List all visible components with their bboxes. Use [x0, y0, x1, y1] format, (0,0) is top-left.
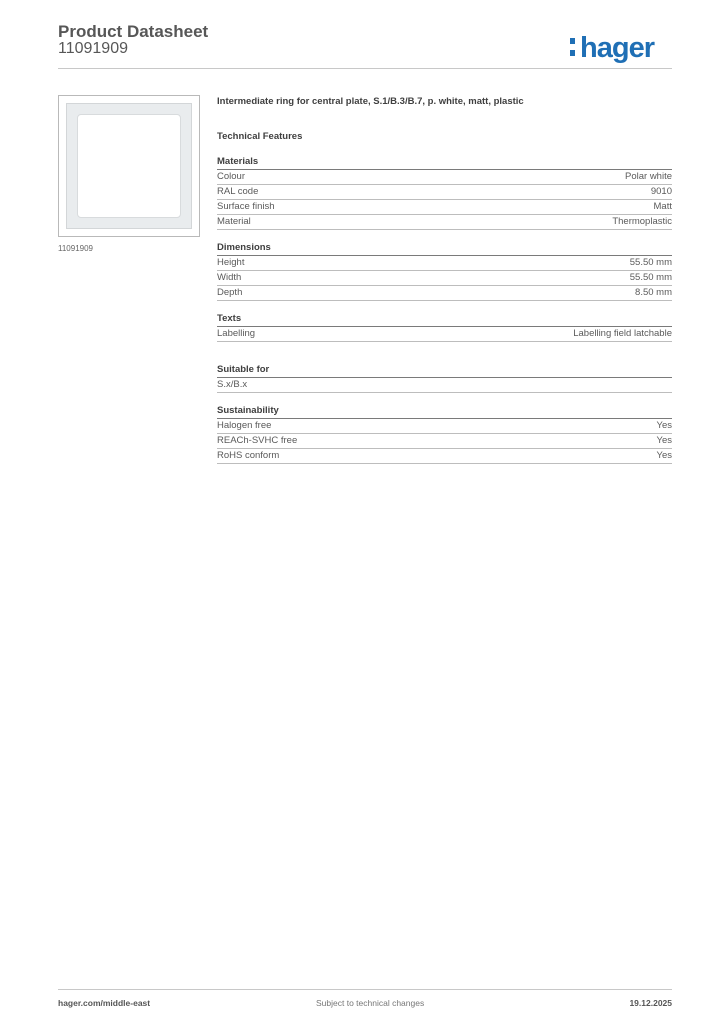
spec-label: Material	[217, 216, 251, 227]
spec-label: Height	[217, 257, 245, 268]
spec-label: Width	[217, 272, 242, 283]
spec-row	[217, 327, 672, 342]
header-divider	[58, 68, 672, 69]
spec-row	[217, 419, 672, 434]
page-title: Product Datasheet	[58, 22, 209, 41]
logo-text: hager	[580, 32, 654, 64]
footer-website-link[interactable]: hager.com/middle-east	[58, 998, 151, 1008]
footer-divider	[58, 989, 672, 990]
section-sustainability	[217, 404, 672, 464]
spec-label: Surface finish	[217, 201, 275, 212]
section-dimensions	[217, 241, 672, 301]
hager-logo	[580, 34, 654, 63]
spec-value: Yes	[656, 435, 672, 446]
section-heading: Sustainability	[217, 404, 672, 419]
section-texts	[217, 312, 672, 342]
spec-row	[217, 434, 672, 449]
ring-opening	[77, 114, 181, 218]
spec-value: 55.50 mm	[629, 257, 672, 268]
spec-row	[217, 215, 672, 230]
section-materials	[217, 155, 672, 230]
section-heading: Dimensions	[217, 241, 672, 256]
spec-row	[217, 449, 672, 464]
spec-label: Colour	[217, 171, 245, 182]
spec-value: 9010	[650, 186, 672, 197]
spec-label: Depth	[217, 287, 243, 298]
spec-value: Labelling field latchable	[573, 328, 672, 339]
image-caption: 11091909	[58, 244, 93, 253]
spec-label: REACh-SVHC free	[217, 435, 298, 446]
spec-row	[217, 170, 672, 185]
spec-content	[217, 95, 672, 464]
spec-row	[217, 271, 672, 286]
footer-notice: Subject to technical changes	[316, 998, 425, 1008]
spec-row	[217, 378, 672, 393]
spec-label: S.x/B.x	[217, 379, 248, 390]
intermediate-ring-illustration	[66, 103, 192, 229]
spec-row	[217, 200, 672, 215]
spec-value: 8.50 mm	[635, 287, 672, 298]
spec-label: RoHS conform	[217, 450, 280, 461]
page-header	[58, 20, 672, 70]
logo-dots-icon	[570, 38, 575, 56]
product-code: 11091909	[58, 40, 128, 57]
spec-row	[217, 286, 672, 301]
spec-row	[217, 256, 672, 271]
page-footer	[58, 998, 672, 1010]
spec-value: Yes	[656, 420, 672, 431]
section-heading: Suitable for	[217, 363, 672, 378]
section-heading: Texts	[217, 312, 672, 327]
section-heading: Materials	[217, 155, 672, 170]
spec-row	[217, 185, 672, 200]
product-image	[58, 95, 200, 237]
spec-value: Polar white	[625, 171, 672, 182]
spec-label: Labelling	[217, 328, 256, 339]
spec-label: RAL code	[217, 186, 259, 197]
spec-value: Matt	[653, 201, 672, 212]
product-description: Intermediate ring for central plate, S.1/B.3/B.7, p. white, matt, plastic	[217, 96, 524, 107]
spec-value: 55.50 mm	[629, 272, 672, 283]
technical-features-heading: Technical Features	[217, 131, 303, 142]
spec-value: Thermoplastic	[612, 216, 672, 227]
spec-value: Yes	[656, 450, 672, 461]
footer-date: 19.12.2025	[629, 998, 672, 1008]
spec-label: Halogen free	[217, 420, 272, 431]
section-suitable-for	[217, 363, 672, 393]
